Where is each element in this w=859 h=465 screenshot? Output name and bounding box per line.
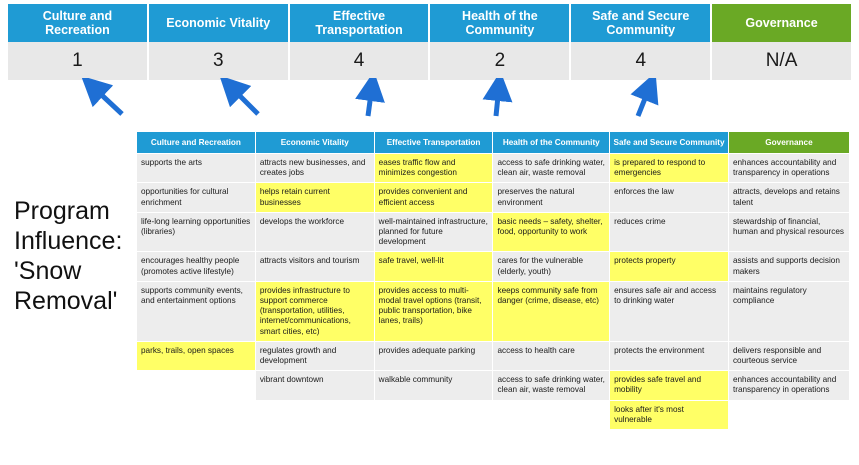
table-row: [137, 252, 850, 281]
matrix-cell: opportunities for cultural enrichment: [137, 183, 256, 212]
matrix-cell: attracts visitors and tourism: [255, 252, 374, 281]
matrix-cell: maintains regulatory compliance: [728, 281, 849, 341]
matrix-cell: looks after it's most vulnerable: [610, 400, 729, 429]
caption-line-2: Influence:: [14, 227, 123, 255]
matrix-cell: [728, 400, 849, 429]
arrow-to-safe-and-secure-community: [638, 86, 650, 116]
matrix-cell: [374, 400, 493, 429]
matrix-cell: cares for the vulnerable (elderly, youth): [493, 252, 610, 281]
matrix-cell: enhances accountability and transparency in operations: [728, 154, 849, 183]
goal-area-header-safe-and-secure-community: Safe and Secure Community: [571, 4, 712, 42]
goal-area-score-row: [8, 42, 851, 80]
caption-line-1: Program: [14, 197, 110, 225]
goal-area-header-economic-vitality: Economic Vitality: [149, 4, 290, 42]
matrix-cell: enforces the law: [610, 183, 729, 212]
goal-area-summary-band: [8, 4, 851, 80]
matrix-header-effective-transportation: Effective Transportation: [374, 132, 493, 154]
table-row: [137, 183, 850, 212]
goal-area-header-effective-transportation: Effective Transportation: [290, 4, 431, 42]
arrow-to-economic-vitality: [230, 86, 258, 114]
matrix-cell: helps retain current businesses: [255, 183, 374, 212]
goal-area-header-health-of-the-community: Health of the Community: [430, 4, 571, 42]
program-influence-caption: [14, 196, 132, 316]
score-governance: N/A: [765, 50, 798, 71]
score-health-of-the-community: 2: [430, 42, 571, 80]
matrix-cell: [493, 400, 610, 429]
arrow-group: [0, 78, 859, 136]
matrix-header-economic-vitality: Economic Vitality: [255, 132, 374, 154]
matrix-cell: [137, 371, 256, 400]
score-effective-transportation: 4: [290, 42, 431, 80]
caption-line-3: 'Snow: [14, 257, 82, 285]
matrix-cell: preserves the natural environment: [493, 183, 610, 212]
score-culture-and-recreation: 1: [8, 42, 149, 80]
matrix-cell: life-long learning opportunities (libraries): [137, 212, 256, 252]
matrix-cell: delivers responsible and courteous service: [728, 341, 849, 370]
goal-area-header-governance: Governance: [712, 4, 851, 42]
arrow-to-effective-transportation: [368, 86, 372, 116]
matrix-cell: parks, trails, open spaces: [137, 341, 256, 370]
matrix-cell: protects property: [610, 252, 729, 281]
matrix-cell: protects the environment: [610, 341, 729, 370]
matrix-cell: attracts, develops and retains talent: [728, 183, 849, 212]
matrix-cell: supports community events, and entertainment options: [137, 281, 256, 341]
matrix-cell: enhances accountability and transparency in operations: [728, 371, 849, 400]
table-row: [137, 371, 850, 400]
matrix-cell: well-maintained infrastructure, planned for future development: [374, 212, 493, 252]
matrix-cell: provides adequate parking: [374, 341, 493, 370]
arrow-to-health-of-the-community: [496, 86, 499, 116]
table-row: [137, 212, 850, 252]
matrix-cell: access to safe drinking water, clean air, waste removal: [493, 154, 610, 183]
matrix-header-governance: Governance: [728, 132, 849, 154]
matrix-cell: supports the arts: [137, 154, 256, 183]
table-row: [137, 400, 850, 429]
matrix-cell: develops the workforce: [255, 212, 374, 252]
matrix-cell: [255, 400, 374, 429]
matrix-cell: is prepared to respond to emergencies: [610, 154, 729, 183]
score-economic-vitality: 3: [149, 42, 290, 80]
matrix-cell: encourages healthy people (promotes active lifestyle): [137, 252, 256, 281]
matrix-cell: stewardship of financial, human and physical resources: [728, 212, 849, 252]
matrix-header-health-of-the-community: Health of the Community: [493, 132, 610, 154]
goal-area-header-row: [8, 4, 851, 42]
goal-area-criteria-matrix: [136, 131, 850, 430]
goal-area-header-culture-and-recreation: Culture and Recreation: [8, 4, 149, 42]
arrow-to-culture-and-recreation: [92, 86, 122, 114]
matrix-header-culture-and-recreation: Culture and Recreation: [137, 132, 256, 154]
matrix-cell: walkable community: [374, 371, 493, 400]
matrix-cell: provides convenient and efficient access: [374, 183, 493, 212]
matrix-cell: provides safe travel and mobility: [610, 371, 729, 400]
matrix-cell: provides infrastructure to support commerce (transportation, utilities, internet/communications, smart cities, etc): [255, 281, 374, 341]
score-safe-and-secure-community: 4: [571, 42, 712, 80]
matrix-cell: access to safe drinking water, clean air, waste removal: [493, 371, 610, 400]
matrix-cell: [137, 400, 256, 429]
matrix-header-safe-and-secure-community: Safe and Secure Community: [610, 132, 729, 154]
matrix-cell: vibrant downtown: [255, 371, 374, 400]
table-row: [137, 154, 850, 183]
table-row: [137, 281, 850, 341]
matrix-cell: reduces crime: [610, 212, 729, 252]
matrix-header-row: [137, 132, 850, 154]
table-row: [137, 341, 850, 370]
matrix-cell: provides access to multi-modal travel options (transit, public transportation, bike lanes, trails): [374, 281, 493, 341]
matrix-cell: basic needs – safety, shelter, food, opportunity to work: [493, 212, 610, 252]
matrix-cell: ensures safe air and access to drinking water: [610, 281, 729, 341]
matrix-cell: access to health care: [493, 341, 610, 370]
caption-line-4: Removal': [14, 287, 118, 315]
matrix-cell: regulates growth and development: [255, 341, 374, 370]
matrix-cell: safe travel, well-lit: [374, 252, 493, 281]
matrix-cell: keeps community safe from danger (crime, disease, etc): [493, 281, 610, 341]
matrix-cell: attracts new businesses, and creates jobs: [255, 154, 374, 183]
matrix-cell: assists and supports decision makers: [728, 252, 849, 281]
matrix-cell: eases traffic flow and minimizes congestion: [374, 154, 493, 183]
